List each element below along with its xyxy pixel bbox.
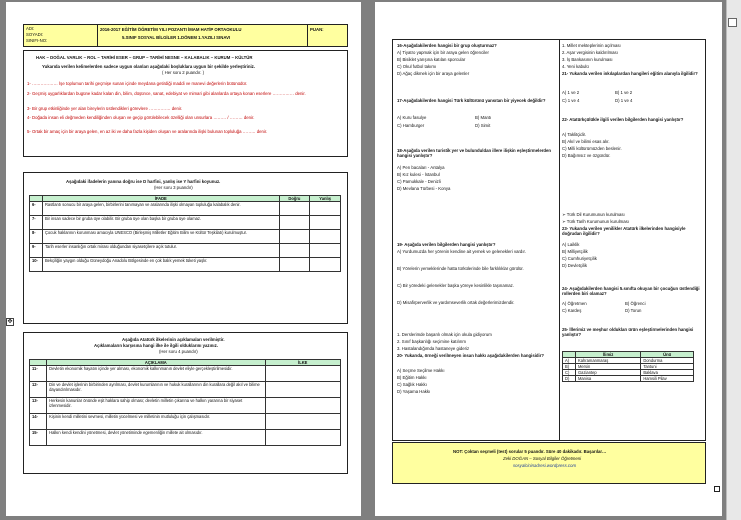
q18-option-b[interactable]: B) Kız kulesi - İstanbul <box>397 172 440 177</box>
answer-cell[interactable] <box>265 414 341 430</box>
table-row: 8- Çocuk haklarının korunması amacıyla UNESCO (Birleşmiş Milletler Eğitim Bilim ve Kültür Teşkilatı) kurulmuştur. <box>30 230 341 244</box>
exam-title: 5.SINIF SOSYAL BİLGİLER 1.DÖNEM 1.YAZILI SINAVI <box>122 35 231 40</box>
answer-cell[interactable] <box>265 382 341 398</box>
table-row: B) Mersin Tantuni <box>563 364 694 370</box>
q20-text: 20- Yukarıda, örneği verilmeyen insan hakkı aşağıdakilerden hangisidir? <box>397 353 545 358</box>
q21-option-a[interactable]: A) 1 ve 2 <box>562 90 580 95</box>
question-5: 5- Ortak bir amaç için bir araya gelen, en az iki ve daha fazla kişiden oluşan ve aralarında ilişki bulunan topluluğa ……… denir. <box>27 129 268 134</box>
name-label: ADI: <box>26 26 35 31</box>
q22-option-b[interactable]: B) Akıl ve bilimi esas alır. <box>562 139 610 144</box>
teacher-name: Zeki DOĞAN – Sosyal Bilgiler Öğretmeni <box>503 456 582 461</box>
q21-option-b[interactable]: B) 1 ve 2 <box>615 90 633 95</box>
principles-points: (Her soru 4 puandır) <box>159 349 198 354</box>
table-row: A) Kahramanmaraş Dondurma <box>563 358 694 364</box>
q22-option-c[interactable]: C) Milli kültürümüzden beslenir. <box>562 146 622 151</box>
section-true-false <box>23 172 348 324</box>
q24-option-b[interactable]: B) Öğrenci <box>625 301 646 306</box>
q16-option-c[interactable]: C) Okul futbol takımı <box>397 64 437 69</box>
fill-instruction: Yukarıda verilen kelimelerden sadece uygun olanları aşağıdaki boşluklara uygun bir şekilde yerleştiriniz. <box>42 64 256 69</box>
q23-text: 23- Yukarıda verilen yenilikler Atatürk ilkelerinden hangisiyle doğrudan ilgilidir? <box>562 226 686 237</box>
q22-option-a[interactable]: A) Taklitçidir. <box>562 132 587 137</box>
q18-option-d[interactable]: D) Mevlana Türbesi - Konya <box>397 186 451 191</box>
table-row: 11- Devletin ekonomik hayatın içinde yer alması, ekonomik kalkınmanın devlet eliyle gerçekleştirilmesidir. <box>30 366 341 382</box>
website-link[interactable]: sosyalcininadresi.wordpress.com <box>513 463 577 468</box>
q21-option-d[interactable]: D) 1 ve 4 <box>615 98 633 103</box>
q16-option-a[interactable]: A) Tiyatro yapmak için bir araya gelen öğrenciler <box>397 50 489 55</box>
q23-option-b[interactable]: B) Milliyetçilik <box>562 249 588 254</box>
q19-option-d[interactable]: D) Misafirperverlik ve yardımseverlik ortak değerlerimizdendir. <box>397 300 515 305</box>
fill-points: ( Her soru 2 puandır. ) <box>162 70 205 75</box>
table-row: 13- Herkesin kanunlar önünde eşit haklara sahip olması; devletin milletin çıkarına ve halkın yararına bir siyaset izlenmesidir. <box>30 398 341 414</box>
q24-text: 24- Aşağıdakilerden hangisi 5.sınıfta okuyan bir çocuğun üstlendiği rollerden biri olamaz? <box>562 286 700 297</box>
table-move-handle-icon[interactable]: ✥ <box>7 319 13 325</box>
q19-option-a[interactable]: A) Yurdumuzda her yörenin kendine ait yemek ve gelenekleri vardır. <box>397 249 526 254</box>
tf-points: (Her soru 3 puandır) <box>154 185 193 190</box>
header-description: AÇIKLAMA <box>47 360 265 366</box>
answer-cell[interactable] <box>279 216 310 230</box>
class-label: SINIFI-NO: <box>26 38 48 43</box>
q21-item-4: 4. Yeni kabulü <box>562 64 589 69</box>
header-statement: İFADE <box>42 196 279 202</box>
answer-cell[interactable] <box>279 258 310 272</box>
footer-note-box <box>392 442 706 484</box>
q19-option-c[interactable]: C) Bir yöredeki gelenekler başka yöreye kesinlikle taşınamaz. <box>397 283 515 288</box>
school-name: 2016-2017 EĞİTİM ÖĞRETİM YILI POZANTI İMAM HATİP ORTAOKULU <box>100 27 242 32</box>
answer-cell[interactable] <box>310 216 341 230</box>
question-3: 3- Bir grup etkinliğinde yer alan bireylerin üstlendikleri görevlere …………… denir. <box>27 106 183 111</box>
answer-cell[interactable] <box>310 258 341 272</box>
q24-option-c[interactable]: C) Kardeş <box>562 308 582 313</box>
q20-item-2: 2. Sınıf başkanlığı seçimine katılırım <box>397 339 467 344</box>
q23-option-a[interactable]: A) Laiklik <box>562 242 580 247</box>
q16-option-b[interactable]: B) Bisiklet yarışına katılan sporcular <box>397 57 466 62</box>
q21-item-2: 2. Aşar vergisinin kaldırılması <box>562 50 618 55</box>
q20-option-b[interactable]: B) Eğitim Hakkı <box>397 375 427 380</box>
question-4: 4- Doğada insan eli değmeden kendiliğinden oluşan ve geçip görülebilecek özelliği olan unsurlara ……… / ……… denir. <box>27 115 255 120</box>
q19-option-b[interactable]: B) Yörelerin yemeklerinde hatta türkülerinde bile farklılıklar görülür. <box>397 266 524 271</box>
q17-option-d[interactable]: D) Simit <box>475 123 491 128</box>
header-false: Yanlış <box>310 196 341 202</box>
principles-instruction: Aşağıda Atatürk ilkelerinin açıklamaları verilmiştir. <box>122 337 225 342</box>
tf-instruction: Aşağıdaki ifadelerin yanına doğru ise D harfini, yanlış ise Y harfini koyunuz. <box>66 179 221 184</box>
q20-item-3: 3. Hastalandığımda hastaneye gideriz <box>397 346 470 351</box>
q18-text: 18-Aşağıda verilen turistik yer ve bulunduldan illere ilişkin eşleştirmelerden hangisi yanlıştır? <box>397 148 552 159</box>
resize-handle-icon[interactable] <box>714 486 720 492</box>
question-2: 2- Geçmiş uygarlıklardan bugüne kadar kalan din, bilim, düşünce, sanat, edebiyat ve mimari gibi alanlarda ortaya konan eserlere …………… denir. <box>27 91 306 96</box>
q17-option-a[interactable]: A) Kuru fasulye <box>397 115 427 120</box>
table-row: 10- Bekçiliğin yaygın olduğu Güneydoğu Anadolu Bölgesinde en çok balık yemek tüketi yaşlır. <box>30 258 341 272</box>
exam-header <box>23 24 348 47</box>
answer-cell[interactable] <box>310 244 341 258</box>
word-list: HAK – DOĞAL VARLIK – ROL – TARİHİ ESER – GRUP – TARİHİ NESNE – KALABALIK – KURUM – KÜLTÜR <box>36 55 253 60</box>
q24-option-d[interactable]: D) Torun <box>625 308 642 313</box>
header-product: Ünü <box>641 352 694 358</box>
q21-option-c[interactable]: C) 1 ve 4 <box>562 98 580 103</box>
q19-text: 19- Aşağıda verilen bilgilerden hangisi yanlıştır? <box>397 242 496 247</box>
principles-table <box>29 359 341 446</box>
q23-item-1: ➢ Türk Dil Kurumunun kurulması <box>562 212 625 217</box>
surname-label: SOYADI: <box>26 32 44 37</box>
footer-note: NOT: Çoktan seçmeli (test) sorular 5 puandır. Süre 40 dakikadır. Başarılar… <box>453 449 607 454</box>
page-2 <box>375 2 722 516</box>
answer-cell[interactable] <box>310 202 341 216</box>
table-row: 6- Rastlantı sonucu bir araya gelen, birbirlerini tanımayan ve aralarında ilişki olmayan topluluğa kalabalık denir. <box>30 202 341 216</box>
q24-option-a[interactable]: A) Öğretmen <box>562 301 587 306</box>
q20-option-c[interactable]: C) Sağlık Hakkı <box>397 382 427 387</box>
q17-option-b[interactable]: B) Mantı <box>475 115 492 120</box>
table-row: 14- Kişinin kendi milletini sevmesi, milletin yücelmesi ve milletinin mutluluğu için çalışmasıdır. <box>30 414 341 430</box>
answer-cell[interactable] <box>279 244 310 258</box>
table-row: D) Manisa Hamsili Pilav <box>563 376 694 382</box>
q22-option-d[interactable]: D) Bağımsız ve özgürdür. <box>562 153 611 158</box>
q23-option-c[interactable]: C) Cumhuriyetçilik <box>562 256 597 261</box>
q16-option-d[interactable]: D) Ağaç dikmek için bir araya gelenler <box>397 71 470 76</box>
answer-cell[interactable] <box>310 230 341 244</box>
q22-text: 22- Atatürkçülükle ilgili verilen bilgilerden hangisi yanlıştır? <box>562 117 684 122</box>
q20-item-1: 1. Derslerimde başarılı olmak için okula gidiyorum <box>397 332 492 337</box>
section-fill-blanks <box>23 50 348 157</box>
table-row: 12- Din ve devlet işlerinin birbirinden ayrılması, devlet kurumlarının ve hukuk kurallarının din kurallara değil akıl ve bilime dayandırılmasıdır. <box>30 382 341 398</box>
answer-cell[interactable] <box>279 230 310 244</box>
table-row: 7- Bir insan sadece bir gruba üye olabilir. Bir gruba üye olan başka bir gruba üye olamaz. <box>30 216 341 230</box>
q21-text: 21- Yukarıda verilen inkılaplardan hangileri eğitim alanıyla ilgilidir? <box>562 71 698 76</box>
q17-option-c[interactable]: C) Hamburger <box>397 123 425 128</box>
q23-item-2: ➢ Türk Tarih Kurumunun kurulması <box>562 219 629 224</box>
q21-item-3: 3. İş Bankasının kurulması <box>562 57 613 62</box>
answer-cell[interactable] <box>265 430 341 446</box>
header-true: Doğru <box>279 196 310 202</box>
q18-option-a[interactable]: A) Pen bacaları - Antalya <box>397 165 445 170</box>
q25-table <box>562 351 694 382</box>
answer-cell[interactable] <box>279 202 310 216</box>
q25-text: 25- İllerimiz ve meşhur oldukları ürün eşleştirmelerinden hangisi yanlıştır? <box>562 327 694 338</box>
q16-text: 16-Aşağıdakilerden hangisi bir grup oluşturmaz? <box>397 43 497 48</box>
principles-instruction-2: Açıklamaların karşısına hangi ilke ile ilgili olduklarını yazınız. <box>94 343 218 348</box>
answer-cell[interactable] <box>265 366 341 382</box>
q21-item-1: 1. Millet mekteplerinin açılması <box>562 43 621 48</box>
table-row: C) Gaziantep Baklava <box>563 370 694 376</box>
q20-option-d[interactable]: D) Yaşama Hakkı <box>397 389 431 394</box>
q20-option-a[interactable]: A) Seçme Seçilme Hakkı <box>397 368 445 373</box>
q17-text: 17-Aşağıdakilerden hangisi Türk kültürünü yansıtan bir yiyecek değildir? <box>397 98 546 103</box>
q23-option-d[interactable]: D) Devletçilik <box>562 263 588 268</box>
table-row: 15- Halkın kendi kendini yönetmesi, devlet yönetiminde egemenliğin millete ait olmasıdır. <box>30 430 341 446</box>
header-principle: İLKE <box>265 360 341 366</box>
scroll-thumb[interactable] <box>728 18 737 27</box>
page-1 <box>6 2 361 516</box>
vertical-scrollbar[interactable] <box>726 0 741 520</box>
table-row: 9- Tarih eserler insanlığın ortak mirası olduğundan siyasetçilere açık tutulur. <box>30 244 341 258</box>
answer-cell[interactable] <box>265 398 341 414</box>
question-1: 1- ……………… İşe toplumun tarihi geçmişe sunan içinde meydana getirdiği maddi ve manevi değerlerin bütünüdür. <box>27 81 248 86</box>
true-false-table <box>29 195 341 272</box>
header-city: İlimiz <box>576 352 641 358</box>
score-label: PUAN: <box>310 27 324 32</box>
section-ataturk-principles <box>23 332 348 474</box>
q18-option-c[interactable]: C) Pamukkale - Denizli <box>397 179 441 184</box>
